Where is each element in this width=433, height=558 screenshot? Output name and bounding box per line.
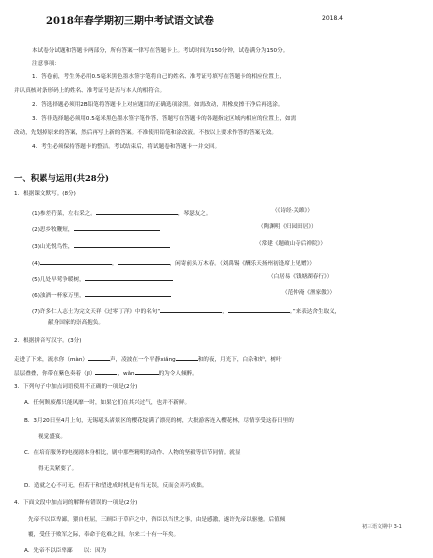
instruction-line: 并认真核对条形码上的姓名、准考证号是否与本人的相符合。 [14, 88, 166, 94]
passage-line: 先帝不以臣卑鄙，猥自枉屈，三顾臣于草庐之中，咨臣以当世之事，由是感激，遂许先帝以驱驰。后值倾 [28, 517, 286, 523]
question-line [32, 224, 160, 234]
option-b-cont: 视觉盛宴。 [38, 434, 66, 440]
answer-blank [40, 258, 112, 265]
instruction-line: 改动，先划掉原来的答案，然后再写上新的答案。不准使用铅笔和涂改液。不按以上要求作答的答案无效。 [14, 130, 277, 136]
option-c: C．在培育服务的电视剧本身相比，剧中那些精明的动作、人物的坚毅等信节同情。就显 [24, 450, 241, 456]
line-text: 和的夜，月光下，白杂和炉，树叶 [197, 357, 282, 363]
exam-date: 2018.4 [322, 15, 343, 22]
answer-blank [85, 274, 173, 281]
source-note: （陶渊明《归园田居》） [258, 224, 317, 230]
line-text: 的为令人倾醉。 [158, 371, 198, 377]
answer-blank [228, 306, 290, 313]
question-line [32, 241, 170, 251]
line-text: ，wǎn [117, 371, 135, 377]
question-line: 献身国家的崇高抱负。 [48, 320, 104, 326]
option-b: B．3月20日至4月上旬，无锡鼋头渚景区的樱花绽满了漂亮的树，大批游客连入樱花林，尽情享受这春日里的 [24, 418, 294, 424]
section-heading: 一、积累与运用(共28分) [14, 173, 109, 183]
answer-blank [176, 354, 198, 361]
source-note: （《诗经·关雎》） [272, 208, 313, 214]
question-line [32, 258, 315, 268]
answer-blank [160, 306, 222, 313]
question-line [14, 354, 282, 364]
line-text: (1)参差荇菜，左右采之。 [32, 211, 96, 217]
instruction-line: 本试卷分试题和答题卡两部分，所有答案一律写在答题卡上。考试时间为150分钟，试卷满分为150分。 [32, 48, 289, 54]
line-text: 层层叠叠，你带在紫色奏着（jī） [14, 371, 96, 377]
question-line [32, 208, 211, 218]
line-text: ，闲寄前头万木春。（刘禹锡《酬乐天扬州初逢席上见赠》） [169, 261, 315, 267]
answer-blank [85, 290, 171, 297]
question-line [32, 274, 173, 284]
option-a: A．任何颓废都只能风靡一时，如果它们在其兴过气，也并不新鲜。 [24, 400, 191, 406]
source-note: （常建《题破山寺后禅院》） [256, 241, 326, 247]
answer-blank [135, 368, 159, 375]
line-text: ，琴瑟友之。 [177, 211, 212, 217]
instruction-line: 1．答卷前，考生务必用0.5毫米黑色墨水签字笔将自己的姓名、准考证号填写在答题卡的相应位置上， [32, 74, 285, 80]
answer-blank [88, 354, 110, 361]
question-line [32, 290, 171, 300]
answer-blank [96, 208, 178, 215]
option-c-cont: 得无关紧要了。 [38, 466, 78, 472]
question-line [32, 306, 340, 316]
line-text: 。”来表达舍生取义， [289, 309, 341, 315]
source-note: （范仲淹《渔家傲》） [282, 290, 336, 296]
line-text: ， [111, 261, 118, 267]
option-a: A．先帝不以臣卑鄙 以：因为 [24, 548, 107, 554]
instruction-line: 3．答非选择题必须用0.5毫米黑色墨水签字笔作答，答题写在答题卡的各题指定区域内相应的位置上，如需 [32, 116, 297, 122]
question-stem: 4．下面文段中加点词的解释有错误的一项是(2分) [14, 500, 138, 506]
line-text: (5)几处早莺争暖树， [32, 277, 85, 283]
instruction-line: 注意事项： [32, 61, 60, 67]
line-text: ， [222, 309, 228, 315]
line-text: 声，凌波在一个平静xiǎng [109, 357, 176, 363]
question-stem: 2．根据拼音写汉字。(3分) [14, 338, 82, 344]
line-text: 走进了下来，流水你（màn） [14, 357, 88, 363]
line-text: (7)许多仁人志士为完文天祥《过零丁洋》中的名句“ [32, 309, 161, 315]
question-stem: 3．下列句子中加点词语使用不正确的一项是(2分) [14, 384, 138, 390]
answer-blank [118, 258, 170, 265]
page-number: 初三语文期中 3-1 [362, 524, 402, 530]
source-note: （白居易《钱塘湖春行》） [268, 274, 333, 280]
answer-blank [74, 224, 160, 231]
answer-blank [74, 241, 170, 248]
question-line [14, 368, 198, 378]
question-stem: 1．根据课文默写。(8分) [14, 191, 76, 197]
instruction-line: 2．答选择题必须用2B铅笔将答题卡上对应题目的正确选项涂黑。如需改动，用橡皮擦干净后再选涂。 [32, 102, 284, 108]
line-text: (3)山光悦鸟性， [32, 244, 74, 250]
option-d: D．造就之心不可无，但若干和望进成时机是有当无误，反而会弄巧成拙。 [24, 483, 208, 489]
instruction-line: 4．考生必须保持答题卡的整洁。考试结束后，将试题卷和答题卡一并交回。 [32, 144, 221, 150]
line-text: (6)浊酒一杯家万里， [32, 293, 85, 299]
page-title: 2018年春学期初三期中考试语文试卷 [46, 16, 214, 27]
answer-blank [95, 368, 117, 375]
line-text: (2)思乡牧鞭短， [32, 227, 74, 233]
line-text: (4) [32, 261, 40, 267]
passage-line: 覆，受任于败军之际，奉命于危难之间，尔来二十有一年矣。 [28, 532, 180, 538]
